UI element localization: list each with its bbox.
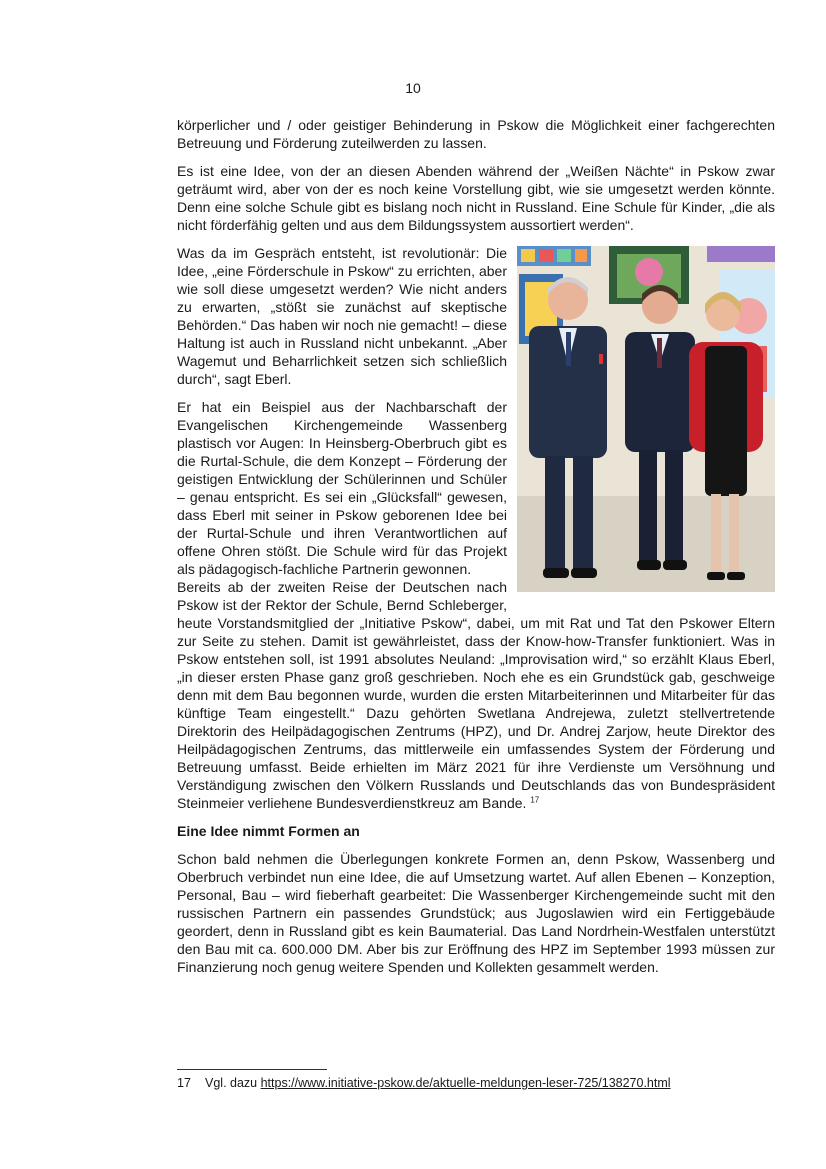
paragraph-6: Schon bald nehmen die Überlegungen konkrete Formen an, denn Pskow, Wassenberg und Oberbruch verbindet nun eine Idee, die auf Umsetzung wartet. Auf allen Ebenen – Konzeption, Personal, Bau – wird fieberhaft gearbeitet: Die Wassenberger Kirchengemeinde sucht mit den russischen Partnern ein passendes Grundstück; aus Jugoslawien wird ein Fertiggebäude geordert, denn in Russland gibt es kein Baumaterial. Das Land Nordrhein-Westfalen unterstützt den Bau mit ca. 600.000 DM. Aber bis zur Eröffnung des HPZ im September 1993 müssen zur Finanzierung noch genug weitere Spenden und Kollekten gesammelt werden. xyxy=(177,851,775,975)
paragraph-5-text: Bereits ab der zweiten Reise der Deutschen nach Pskow ist der Rektor der Schule, Bernd Schleberger, heute Vorstandsmitglied der „Initiative Pskow“, dabei, um mit Rat und Tat den Pskower Eltern zur Seite zu stehen. Damit ist gewährleistet, dass der Know-how-Transfer funktioniert. Was in Pskow entstehen soll, ist 1991 absolutes Neuland: „Improvisation wird,“ so erzählt Klaus Eberl, „in dieser ersten Phase ganz groß geschrieben. Noch ehe es ein Grundstück gab, geschweige denn mit dem Bau begonnen wurde, wurden die ersten Mitarbeiterinnen und Mitarbeiter für das künftige Team eingestellt.“ Dazu gehörten Swetlana Andrejewa, zuletzt stellvertretende Direktorin des Heilpädagogischen Zentrums (HPZ), und Dr. Andrej Zarjow, heute Direktor des Heilpädagogischen Zentrums, das mittlerweile ein umfassendes System der Förderung und Betreuung umfasst. Beide erhielten im März 2021 für ihre Verdienste um Versöhnung und Verständigung zwischen den Völkern Russlands und Deutschlands das von Bundespräsident Steinmeier verliehene Bundesverdienstkreuz am Bande. xyxy=(177,579,775,811)
footnote-reference[interactable]: 17 xyxy=(530,795,540,805)
paragraph-2: Es ist eine Idee, von der an diesen Abenden während der „Weißen Nächte“ in Pskow zwar geträumt wird, aber von der es noch keine Vorstellung gibt, wie sie umgesetzt werden könnte. Denn eine solche Schule gibt es bislang noch nicht in Russland. Eine Schule für Kinder, „die als nicht förderfähig gelten und aus dem Bildungssystem aussortiert werden“. xyxy=(177,163,775,233)
section-heading: Eine Idee nimmt Formen an xyxy=(177,823,360,839)
article-body xyxy=(177,116,775,986)
photo-illustration xyxy=(517,246,775,592)
page-number: 10 xyxy=(405,80,421,96)
footnote-divider xyxy=(177,1069,327,1070)
paragraph-4: Er hat ein Beispiel aus der Nachbarschaft der Evangelischen Kirchengemeinde Wassenberg plastisch vor Augen: In Heinsberg-Oberbruch gibt es die Rurtal-Schule, die dem Konzept – Förderung der geistigen Entwicklung der Schülerinnen und Schüler – genau entspricht. Es sei ein „Glücksfall“ gewesen, dass Eberl mit seiner in Pskow geborenen Idee bei der Rurtal-Schule und ihren Verantwortlichen auf offene Ohren stößt. Die Schule wird für das Projekt als pädagogisch-fachliche Partnerin gewonnen. xyxy=(177,399,507,577)
footnote-link[interactable]: https://www.initiative-pskow.de/aktuelle-meldungen-leser-725/138270.html xyxy=(260,1076,671,1090)
footnote-number: 17 xyxy=(177,1076,191,1090)
paragraph-3: Was da im Gespräch entsteht, ist revolutionär: Die Idee, „eine Förderschule in Pskow“ zu errichten, aber wie soll diese umgesetzt werden? Wie nicht anders zu erwarten, „stößt sie zunächst auf skeptische Behörden.“ Das haben wir noch nie gemacht! – diese Haltung ist auch in Russland nicht unbekannt. „Aber Wagemut und Beharrlichkeit setzen sich schließlich durch“, sagt Eberl. xyxy=(177,245,507,387)
paragraph-5 xyxy=(177,578,775,812)
footnote-text: Vgl. dazu xyxy=(205,1076,261,1090)
group-photo xyxy=(517,246,775,592)
footnote xyxy=(177,1075,775,1091)
paragraph-1: körperlicher und / oder geistiger Behinderung in Pskow die Möglichkeit einer fachgerechten Betreuung und Förderung zuteilwerden zu lassen. xyxy=(177,117,775,151)
